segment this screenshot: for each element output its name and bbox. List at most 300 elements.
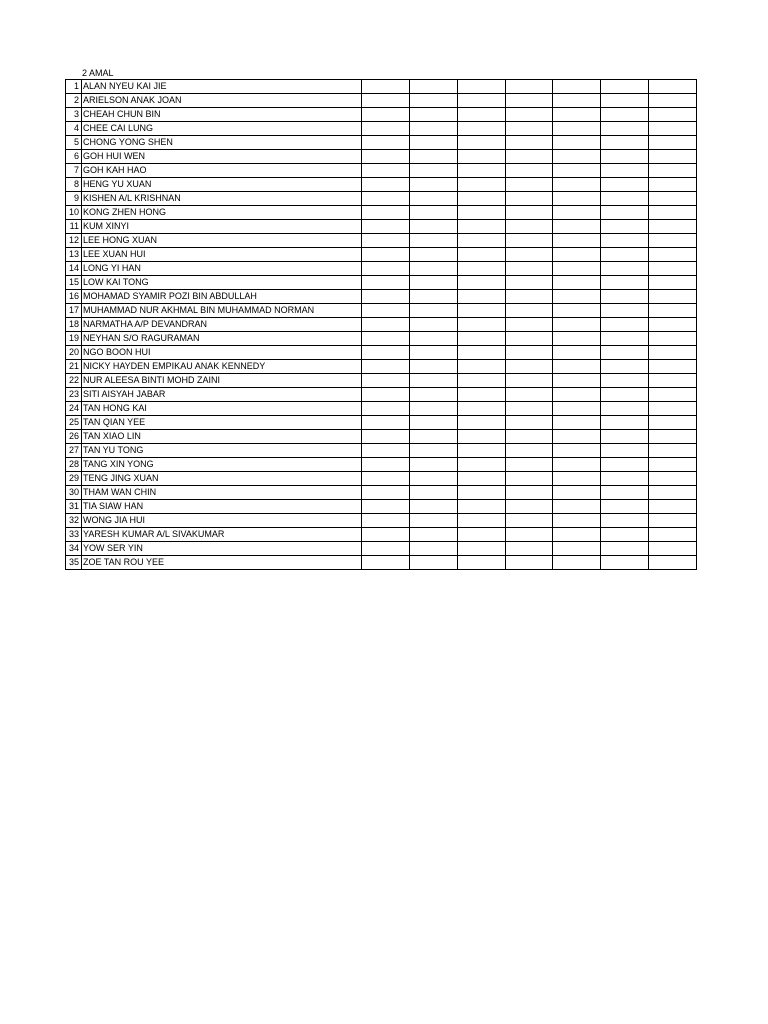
mark-cell[interactable] xyxy=(362,472,410,486)
mark-cell[interactable] xyxy=(601,304,649,318)
mark-cell[interactable] xyxy=(505,528,553,542)
mark-cell[interactable] xyxy=(505,304,553,318)
mark-cell[interactable] xyxy=(553,360,601,374)
student-number-cell[interactable]: 32 xyxy=(66,514,82,528)
mark-cell[interactable] xyxy=(601,332,649,346)
mark-cell[interactable] xyxy=(649,360,697,374)
student-name-cell[interactable]: NUR ALEESA BINTI MOHD ZAINI xyxy=(82,374,362,388)
mark-cell[interactable] xyxy=(553,500,601,514)
student-name-cell[interactable]: NEYHAN S/O RAGURAMAN xyxy=(82,332,362,346)
mark-cell[interactable] xyxy=(601,458,649,472)
mark-cell[interactable] xyxy=(457,80,505,94)
mark-cell[interactable] xyxy=(457,430,505,444)
mark-cell[interactable] xyxy=(553,528,601,542)
mark-cell[interactable] xyxy=(409,178,457,192)
mark-cell[interactable] xyxy=(409,416,457,430)
mark-cell[interactable] xyxy=(457,122,505,136)
mark-cell[interactable] xyxy=(362,108,410,122)
mark-cell[interactable] xyxy=(362,136,410,150)
student-number-cell[interactable]: 25 xyxy=(66,416,82,430)
mark-cell[interactable] xyxy=(505,234,553,248)
mark-cell[interactable] xyxy=(505,80,553,94)
student-number-cell[interactable]: 24 xyxy=(66,402,82,416)
student-name-cell[interactable]: TAN QIAN YEE xyxy=(82,416,362,430)
mark-cell[interactable] xyxy=(362,388,410,402)
mark-cell[interactable] xyxy=(362,556,410,570)
mark-cell[interactable] xyxy=(362,500,410,514)
mark-cell[interactable] xyxy=(649,248,697,262)
student-name-cell[interactable]: THAM WAN CHIN xyxy=(82,486,362,500)
mark-cell[interactable] xyxy=(505,430,553,444)
student-name-cell[interactable]: LEE XUAN HUI xyxy=(82,248,362,262)
mark-cell[interactable] xyxy=(553,458,601,472)
mark-cell[interactable] xyxy=(457,206,505,220)
mark-cell[interactable] xyxy=(362,402,410,416)
student-number-cell[interactable]: 35 xyxy=(66,556,82,570)
mark-cell[interactable] xyxy=(505,122,553,136)
mark-cell[interactable] xyxy=(649,178,697,192)
mark-cell[interactable] xyxy=(457,178,505,192)
mark-cell[interactable] xyxy=(409,136,457,150)
mark-cell[interactable] xyxy=(649,332,697,346)
mark-cell[interactable] xyxy=(457,192,505,206)
student-number-cell[interactable]: 4 xyxy=(66,122,82,136)
mark-cell[interactable] xyxy=(553,416,601,430)
mark-cell[interactable] xyxy=(362,122,410,136)
mark-cell[interactable] xyxy=(409,346,457,360)
mark-cell[interactable] xyxy=(601,234,649,248)
mark-cell[interactable] xyxy=(601,374,649,388)
mark-cell[interactable] xyxy=(649,304,697,318)
mark-cell[interactable] xyxy=(649,346,697,360)
mark-cell[interactable] xyxy=(601,122,649,136)
mark-cell[interactable] xyxy=(553,346,601,360)
mark-cell[interactable] xyxy=(457,150,505,164)
student-number-cell[interactable]: 21 xyxy=(66,360,82,374)
mark-cell[interactable] xyxy=(362,458,410,472)
mark-cell[interactable] xyxy=(649,416,697,430)
student-name-cell[interactable]: TAN HONG KAI xyxy=(82,402,362,416)
mark-cell[interactable] xyxy=(649,388,697,402)
student-name-cell[interactable]: CHONG YONG SHEN xyxy=(82,136,362,150)
mark-cell[interactable] xyxy=(553,290,601,304)
student-name-cell[interactable]: NICKY HAYDEN EMPIKAU ANAK KENNEDY xyxy=(82,360,362,374)
mark-cell[interactable] xyxy=(362,514,410,528)
student-number-cell[interactable]: 27 xyxy=(66,444,82,458)
mark-cell[interactable] xyxy=(553,444,601,458)
mark-cell[interactable] xyxy=(362,178,410,192)
mark-cell[interactable] xyxy=(553,164,601,178)
mark-cell[interactable] xyxy=(649,374,697,388)
student-number-cell[interactable]: 2 xyxy=(66,94,82,108)
mark-cell[interactable] xyxy=(553,248,601,262)
mark-cell[interactable] xyxy=(505,276,553,290)
mark-cell[interactable] xyxy=(505,542,553,556)
mark-cell[interactable] xyxy=(553,402,601,416)
mark-cell[interactable] xyxy=(553,262,601,276)
mark-cell[interactable] xyxy=(601,136,649,150)
mark-cell[interactable] xyxy=(505,472,553,486)
student-number-cell[interactable]: 33 xyxy=(66,528,82,542)
student-name-cell[interactable]: LONG YI HAN xyxy=(82,262,362,276)
mark-cell[interactable] xyxy=(505,444,553,458)
mark-cell[interactable] xyxy=(362,150,410,164)
mark-cell[interactable] xyxy=(649,528,697,542)
mark-cell[interactable] xyxy=(553,514,601,528)
mark-cell[interactable] xyxy=(362,80,410,94)
mark-cell[interactable] xyxy=(409,304,457,318)
mark-cell[interactable] xyxy=(362,486,410,500)
student-number-cell[interactable]: 26 xyxy=(66,430,82,444)
mark-cell[interactable] xyxy=(601,262,649,276)
mark-cell[interactable] xyxy=(457,136,505,150)
mark-cell[interactable] xyxy=(601,276,649,290)
mark-cell[interactable] xyxy=(601,248,649,262)
student-number-cell[interactable]: 16 xyxy=(66,290,82,304)
student-name-cell[interactable]: TANG XIN YONG xyxy=(82,458,362,472)
mark-cell[interactable] xyxy=(409,290,457,304)
mark-cell[interactable] xyxy=(553,318,601,332)
mark-cell[interactable] xyxy=(601,318,649,332)
student-number-cell[interactable]: 7 xyxy=(66,164,82,178)
mark-cell[interactable] xyxy=(553,122,601,136)
mark-cell[interactable] xyxy=(601,346,649,360)
mark-cell[interactable] xyxy=(553,430,601,444)
student-number-cell[interactable]: 13 xyxy=(66,248,82,262)
mark-cell[interactable] xyxy=(601,94,649,108)
student-name-cell[interactable]: MUHAMMAD NUR AKHMAL BIN MUHAMMAD NORMAN xyxy=(82,304,362,318)
mark-cell[interactable] xyxy=(649,318,697,332)
mark-cell[interactable] xyxy=(457,248,505,262)
mark-cell[interactable] xyxy=(457,262,505,276)
mark-cell[interactable] xyxy=(505,514,553,528)
mark-cell[interactable] xyxy=(409,542,457,556)
student-name-cell[interactable]: KUM XINYI xyxy=(82,220,362,234)
mark-cell[interactable] xyxy=(649,192,697,206)
mark-cell[interactable] xyxy=(362,360,410,374)
mark-cell[interactable] xyxy=(409,206,457,220)
mark-cell[interactable] xyxy=(649,94,697,108)
student-name-cell[interactable]: TIA SIAW HAN xyxy=(82,500,362,514)
student-name-cell[interactable]: GOH KAH HAO xyxy=(82,164,362,178)
mark-cell[interactable] xyxy=(457,444,505,458)
mark-cell[interactable] xyxy=(409,248,457,262)
mark-cell[interactable] xyxy=(649,430,697,444)
mark-cell[interactable] xyxy=(553,388,601,402)
student-name-cell[interactable]: CHEAH CHUN BIN xyxy=(82,108,362,122)
mark-cell[interactable] xyxy=(649,276,697,290)
mark-cell[interactable] xyxy=(601,430,649,444)
mark-cell[interactable] xyxy=(553,220,601,234)
mark-cell[interactable] xyxy=(409,318,457,332)
mark-cell[interactable] xyxy=(457,514,505,528)
mark-cell[interactable] xyxy=(409,486,457,500)
mark-cell[interactable] xyxy=(409,192,457,206)
mark-cell[interactable] xyxy=(505,164,553,178)
mark-cell[interactable] xyxy=(505,332,553,346)
mark-cell[interactable] xyxy=(649,262,697,276)
mark-cell[interactable] xyxy=(409,500,457,514)
mark-cell[interactable] xyxy=(409,108,457,122)
mark-cell[interactable] xyxy=(457,472,505,486)
mark-cell[interactable] xyxy=(505,486,553,500)
mark-cell[interactable] xyxy=(505,374,553,388)
mark-cell[interactable] xyxy=(649,220,697,234)
student-name-cell[interactable]: TAN XIAO LIN xyxy=(82,430,362,444)
mark-cell[interactable] xyxy=(457,332,505,346)
student-name-cell[interactable]: LOW KAI TONG xyxy=(82,276,362,290)
student-name-cell[interactable]: TENG JING XUAN xyxy=(82,472,362,486)
student-number-cell[interactable]: 31 xyxy=(66,500,82,514)
mark-cell[interactable] xyxy=(505,136,553,150)
mark-cell[interactable] xyxy=(409,556,457,570)
mark-cell[interactable] xyxy=(649,542,697,556)
student-name-cell[interactable]: HENG YU XUAN xyxy=(82,178,362,192)
student-number-cell[interactable]: 8 xyxy=(66,178,82,192)
mark-cell[interactable] xyxy=(362,290,410,304)
mark-cell[interactable] xyxy=(505,416,553,430)
mark-cell[interactable] xyxy=(505,94,553,108)
student-name-cell[interactable]: MOHAMAD SYAMIR POZI BIN ABDULLAH xyxy=(82,290,362,304)
mark-cell[interactable] xyxy=(553,332,601,346)
mark-cell[interactable] xyxy=(553,304,601,318)
student-number-cell[interactable]: 22 xyxy=(66,374,82,388)
student-number-cell[interactable]: 18 xyxy=(66,318,82,332)
mark-cell[interactable] xyxy=(601,500,649,514)
mark-cell[interactable] xyxy=(362,248,410,262)
mark-cell[interactable] xyxy=(362,276,410,290)
mark-cell[interactable] xyxy=(457,304,505,318)
mark-cell[interactable] xyxy=(457,528,505,542)
student-number-cell[interactable]: 9 xyxy=(66,192,82,206)
mark-cell[interactable] xyxy=(457,542,505,556)
student-name-cell[interactable]: SITI AISYAH JABAR xyxy=(82,388,362,402)
mark-cell[interactable] xyxy=(457,458,505,472)
mark-cell[interactable] xyxy=(505,346,553,360)
student-name-cell[interactable]: ALAN NYEU KAI JIE xyxy=(82,80,362,94)
mark-cell[interactable] xyxy=(553,472,601,486)
mark-cell[interactable] xyxy=(505,108,553,122)
mark-cell[interactable] xyxy=(362,430,410,444)
mark-cell[interactable] xyxy=(362,318,410,332)
student-name-cell[interactable]: KISHEN A/L KRISHNAN xyxy=(82,192,362,206)
mark-cell[interactable] xyxy=(409,94,457,108)
mark-cell[interactable] xyxy=(601,164,649,178)
mark-cell[interactable] xyxy=(505,192,553,206)
mark-cell[interactable] xyxy=(649,500,697,514)
mark-cell[interactable] xyxy=(505,318,553,332)
mark-cell[interactable] xyxy=(505,402,553,416)
student-name-cell[interactable]: ARIELSON ANAK JOAN xyxy=(82,94,362,108)
student-number-cell[interactable]: 29 xyxy=(66,472,82,486)
mark-cell[interactable] xyxy=(362,346,410,360)
mark-cell[interactable] xyxy=(649,556,697,570)
student-name-cell[interactable]: TAN YU TONG xyxy=(82,444,362,458)
student-number-cell[interactable]: 10 xyxy=(66,206,82,220)
student-number-cell[interactable]: 5 xyxy=(66,136,82,150)
mark-cell[interactable] xyxy=(409,220,457,234)
mark-cell[interactable] xyxy=(457,402,505,416)
student-number-cell[interactable]: 17 xyxy=(66,304,82,318)
mark-cell[interactable] xyxy=(649,136,697,150)
mark-cell[interactable] xyxy=(409,150,457,164)
mark-cell[interactable] xyxy=(409,262,457,276)
mark-cell[interactable] xyxy=(409,444,457,458)
mark-cell[interactable] xyxy=(409,122,457,136)
mark-cell[interactable] xyxy=(601,556,649,570)
mark-cell[interactable] xyxy=(362,164,410,178)
mark-cell[interactable] xyxy=(409,374,457,388)
mark-cell[interactable] xyxy=(649,150,697,164)
mark-cell[interactable] xyxy=(553,150,601,164)
mark-cell[interactable] xyxy=(409,332,457,346)
mark-cell[interactable] xyxy=(505,388,553,402)
mark-cell[interactable] xyxy=(457,220,505,234)
mark-cell[interactable] xyxy=(409,360,457,374)
mark-cell[interactable] xyxy=(649,444,697,458)
mark-cell[interactable] xyxy=(505,556,553,570)
mark-cell[interactable] xyxy=(505,458,553,472)
mark-cell[interactable] xyxy=(457,346,505,360)
mark-cell[interactable] xyxy=(553,542,601,556)
mark-cell[interactable] xyxy=(601,178,649,192)
mark-cell[interactable] xyxy=(457,374,505,388)
mark-cell[interactable] xyxy=(457,290,505,304)
mark-cell[interactable] xyxy=(601,108,649,122)
student-name-cell[interactable]: KONG ZHEN HONG xyxy=(82,206,362,220)
mark-cell[interactable] xyxy=(362,528,410,542)
mark-cell[interactable] xyxy=(601,416,649,430)
mark-cell[interactable] xyxy=(362,374,410,388)
mark-cell[interactable] xyxy=(649,486,697,500)
mark-cell[interactable] xyxy=(649,402,697,416)
mark-cell[interactable] xyxy=(409,276,457,290)
mark-cell[interactable] xyxy=(409,458,457,472)
mark-cell[interactable] xyxy=(505,220,553,234)
student-number-cell[interactable]: 3 xyxy=(66,108,82,122)
student-number-cell[interactable]: 19 xyxy=(66,332,82,346)
student-name-cell[interactable]: NARMATHA A/P DEVANDRAN xyxy=(82,318,362,332)
mark-cell[interactable] xyxy=(409,164,457,178)
mark-cell[interactable] xyxy=(649,290,697,304)
student-number-cell[interactable]: 23 xyxy=(66,388,82,402)
mark-cell[interactable] xyxy=(457,276,505,290)
mark-cell[interactable] xyxy=(601,528,649,542)
mark-cell[interactable] xyxy=(362,542,410,556)
mark-cell[interactable] xyxy=(457,94,505,108)
mark-cell[interactable] xyxy=(601,514,649,528)
mark-cell[interactable] xyxy=(649,164,697,178)
student-number-cell[interactable]: 28 xyxy=(66,458,82,472)
mark-cell[interactable] xyxy=(601,150,649,164)
student-name-cell[interactable]: LEE HONG XUAN xyxy=(82,234,362,248)
student-number-cell[interactable]: 30 xyxy=(66,486,82,500)
mark-cell[interactable] xyxy=(601,542,649,556)
student-number-cell[interactable]: 15 xyxy=(66,276,82,290)
mark-cell[interactable] xyxy=(601,206,649,220)
mark-cell[interactable] xyxy=(553,374,601,388)
mark-cell[interactable] xyxy=(362,220,410,234)
mark-cell[interactable] xyxy=(601,360,649,374)
mark-cell[interactable] xyxy=(553,192,601,206)
mark-cell[interactable] xyxy=(457,360,505,374)
mark-cell[interactable] xyxy=(553,94,601,108)
mark-cell[interactable] xyxy=(553,80,601,94)
mark-cell[interactable] xyxy=(362,192,410,206)
mark-cell[interactable] xyxy=(649,80,697,94)
mark-cell[interactable] xyxy=(601,290,649,304)
mark-cell[interactable] xyxy=(649,122,697,136)
mark-cell[interactable] xyxy=(505,178,553,192)
mark-cell[interactable] xyxy=(601,486,649,500)
student-name-cell[interactable]: YARESH KUMAR A/L SIVAKUMAR xyxy=(82,528,362,542)
student-number-cell[interactable]: 11 xyxy=(66,220,82,234)
mark-cell[interactable] xyxy=(553,108,601,122)
mark-cell[interactable] xyxy=(553,206,601,220)
mark-cell[interactable] xyxy=(601,192,649,206)
mark-cell[interactable] xyxy=(409,514,457,528)
mark-cell[interactable] xyxy=(362,206,410,220)
mark-cell[interactable] xyxy=(553,234,601,248)
student-name-cell[interactable]: NGO BOON HUI xyxy=(82,346,362,360)
mark-cell[interactable] xyxy=(649,108,697,122)
mark-cell[interactable] xyxy=(553,178,601,192)
mark-cell[interactable] xyxy=(457,234,505,248)
mark-cell[interactable] xyxy=(362,416,410,430)
mark-cell[interactable] xyxy=(362,332,410,346)
student-number-cell[interactable]: 34 xyxy=(66,542,82,556)
mark-cell[interactable] xyxy=(553,486,601,500)
mark-cell[interactable] xyxy=(553,276,601,290)
mark-cell[interactable] xyxy=(362,444,410,458)
mark-cell[interactable] xyxy=(553,556,601,570)
mark-cell[interactable] xyxy=(409,234,457,248)
mark-cell[interactable] xyxy=(505,500,553,514)
mark-cell[interactable] xyxy=(505,248,553,262)
mark-cell[interactable] xyxy=(601,402,649,416)
mark-cell[interactable] xyxy=(409,430,457,444)
mark-cell[interactable] xyxy=(505,290,553,304)
student-name-cell[interactable]: GOH HUI WEN xyxy=(82,150,362,164)
mark-cell[interactable] xyxy=(362,304,410,318)
mark-cell[interactable] xyxy=(649,234,697,248)
mark-cell[interactable] xyxy=(457,416,505,430)
mark-cell[interactable] xyxy=(505,150,553,164)
mark-cell[interactable] xyxy=(409,528,457,542)
mark-cell[interactable] xyxy=(457,318,505,332)
mark-cell[interactable] xyxy=(457,388,505,402)
student-name-cell[interactable]: WONG JIA HUI xyxy=(82,514,362,528)
mark-cell[interactable] xyxy=(362,234,410,248)
mark-cell[interactable] xyxy=(649,472,697,486)
mark-cell[interactable] xyxy=(649,206,697,220)
mark-cell[interactable] xyxy=(409,402,457,416)
student-name-cell[interactable]: CHEE CAI LUNG xyxy=(82,122,362,136)
mark-cell[interactable] xyxy=(362,262,410,276)
mark-cell[interactable] xyxy=(505,206,553,220)
mark-cell[interactable] xyxy=(601,80,649,94)
mark-cell[interactable] xyxy=(409,472,457,486)
mark-cell[interactable] xyxy=(457,500,505,514)
mark-cell[interactable] xyxy=(409,388,457,402)
mark-cell[interactable] xyxy=(409,80,457,94)
student-number-cell[interactable]: 1 xyxy=(66,80,82,94)
mark-cell[interactable] xyxy=(457,164,505,178)
mark-cell[interactable] xyxy=(457,486,505,500)
mark-cell[interactable] xyxy=(601,388,649,402)
mark-cell[interactable] xyxy=(553,136,601,150)
mark-cell[interactable] xyxy=(362,94,410,108)
